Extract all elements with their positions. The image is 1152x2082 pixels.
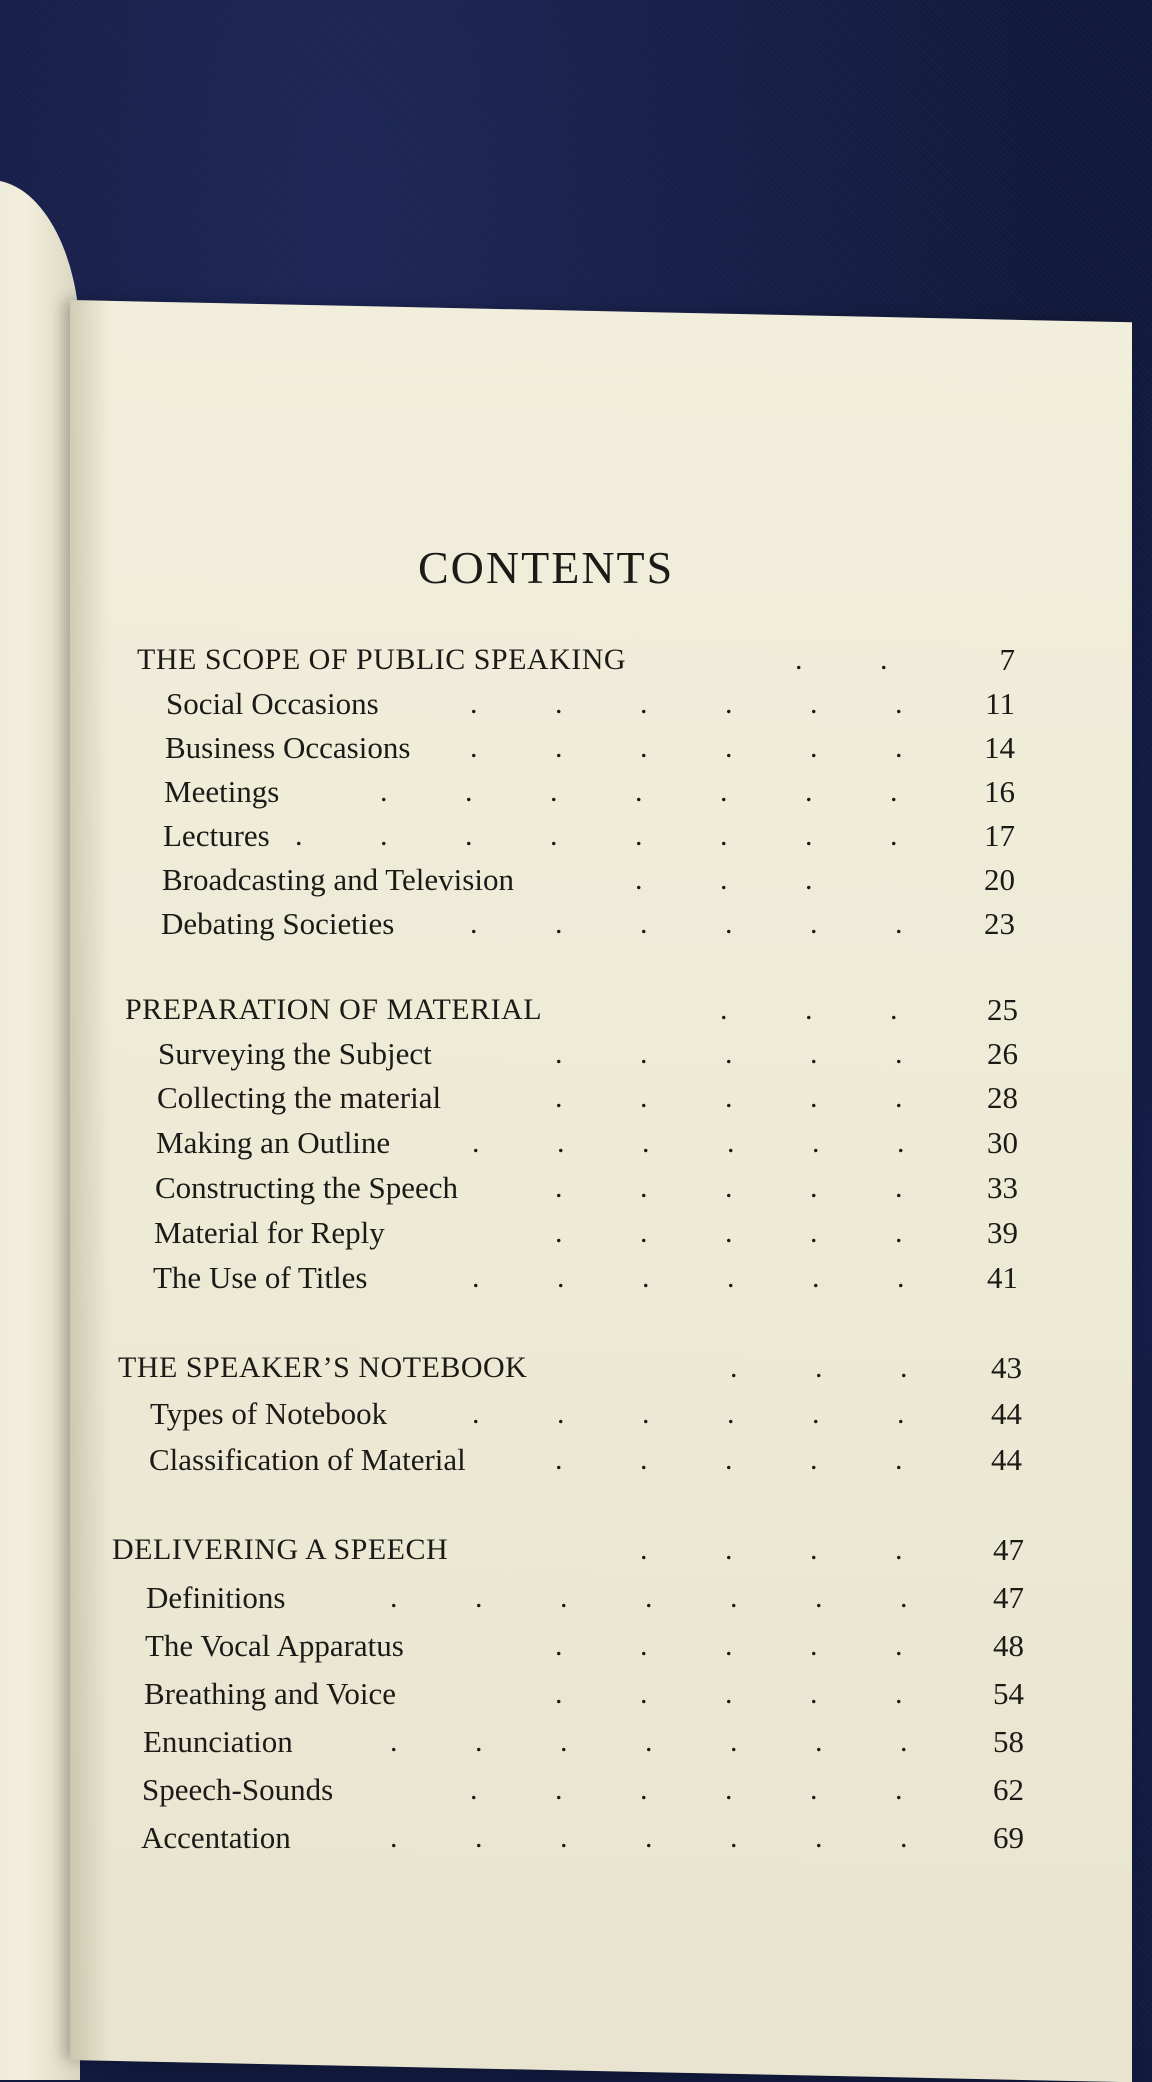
- leader-dots: . . . . . . .: [380, 775, 898, 808]
- page-number: 7: [999, 642, 1015, 677]
- toc-entry-row: [0, 1078, 1152, 1118]
- page-number: 48: [993, 1628, 1024, 1663]
- page-number: 17: [984, 818, 1015, 853]
- chapter-row: [0, 1530, 1152, 1570]
- entry-label: Surveying the Subject: [158, 1036, 432, 1071]
- page-number: 69: [993, 1820, 1024, 1855]
- toc-entry-row: [0, 772, 1152, 812]
- leader-dots: . . . . . .: [472, 1261, 905, 1294]
- entry-label: Speech-Sounds: [142, 1772, 334, 1807]
- page-number: 33: [987, 1170, 1018, 1205]
- leader-dots: . . .: [730, 1351, 908, 1384]
- page-number: 11: [985, 686, 1015, 721]
- page-number: 16: [984, 774, 1015, 809]
- leader-dots: . . . . .: [555, 1216, 903, 1249]
- page-number: 47: [993, 1532, 1024, 1567]
- toc-entry-row: [0, 1626, 1152, 1666]
- page-number: 43: [991, 1350, 1022, 1385]
- leader-dots: . . . . . .: [470, 731, 903, 764]
- chapter-row: [0, 1348, 1152, 1388]
- page-number: 28: [987, 1080, 1018, 1115]
- entry-label: Definitions: [146, 1580, 286, 1615]
- chapter-row: [0, 640, 1152, 680]
- leader-dots: . . . .: [640, 1533, 903, 1566]
- toc-entry-row: [0, 1123, 1152, 1163]
- page-number: 41: [987, 1260, 1018, 1295]
- entry-label: Accentation: [141, 1820, 291, 1855]
- toc-entry-row: [0, 728, 1152, 768]
- toc-entry-row: [0, 1168, 1152, 1208]
- entry-label: Types of Notebook: [150, 1396, 388, 1431]
- page-number: 14: [984, 730, 1015, 765]
- leader-dots: . . . . .: [555, 1629, 903, 1662]
- entry-label: Broadcasting and Television: [162, 862, 514, 897]
- toc-entry-row: [0, 1440, 1152, 1480]
- toc-entry-row: [0, 904, 1152, 944]
- leader-dots: . . .: [720, 993, 898, 1026]
- entry-label: Social Occasions: [166, 686, 379, 721]
- entry-label: Lectures: [163, 818, 270, 853]
- chapter-title: THE SPEAKER’S NOTEBOOK: [118, 1351, 528, 1384]
- leader-dots: . . . . . .: [472, 1397, 905, 1430]
- page-number: 44: [991, 1396, 1022, 1431]
- toc-entry-row: [0, 1213, 1152, 1253]
- entry-label: The Use of Titles: [153, 1260, 368, 1295]
- toc-entry-row: [0, 1578, 1152, 1618]
- leader-dots: . . . . .: [555, 1677, 903, 1710]
- entry-label: Constructing the Speech: [155, 1170, 459, 1205]
- leader-dots: . . . . . . .: [390, 1581, 908, 1614]
- leader-dots: . . . . . .: [470, 687, 903, 720]
- entry-label: Making an Outline: [156, 1125, 391, 1160]
- toc-entry-row: [0, 1258, 1152, 1298]
- toc-entry-row: [0, 1818, 1152, 1858]
- page-number: 54: [993, 1676, 1024, 1711]
- toc-entry-row: [0, 1034, 1152, 1074]
- leader-dots: . . . . .: [555, 1443, 903, 1476]
- leader-dots: . . . . . . .: [390, 1821, 908, 1854]
- leader-dots: . . . . .: [555, 1081, 903, 1114]
- page-number: 62: [993, 1772, 1024, 1807]
- toc-entry-row: [0, 1722, 1152, 1762]
- toc-entry-row: [0, 860, 1152, 900]
- entry-label: The Vocal Apparatus: [145, 1628, 404, 1663]
- page-number: 44: [991, 1442, 1022, 1477]
- page-number: 20: [984, 862, 1015, 897]
- entry-label: Collecting the material: [157, 1080, 442, 1115]
- chapter-title: DELIVERING A SPEECH: [112, 1533, 449, 1566]
- chapter-title: PREPARATION OF MATERIAL: [125, 993, 543, 1026]
- page-number: 23: [984, 906, 1015, 941]
- entry-label: Material for Reply: [154, 1215, 385, 1250]
- leader-dots: . .: [795, 643, 888, 676]
- leader-dots: . . . . .: [555, 1171, 903, 1204]
- page-number: 25: [987, 992, 1018, 1027]
- toc-entry-row: [0, 816, 1152, 856]
- entry-label: Classification of Material: [149, 1442, 466, 1477]
- leader-dots: . . . . . .: [470, 1773, 903, 1806]
- entry-label: Debating Societies: [161, 906, 395, 941]
- leader-dots: . . . . . . . .: [295, 819, 898, 852]
- chapter-row: [0, 990, 1152, 1030]
- leader-dots: . . . . . .: [470, 907, 903, 940]
- toc-entry-row: [0, 1394, 1152, 1434]
- entry-label: Meetings: [164, 774, 280, 809]
- page-number: 39: [987, 1215, 1018, 1250]
- leader-dots: . . . . . . .: [390, 1725, 908, 1758]
- leader-dots: . . . . .: [555, 1037, 903, 1070]
- toc-entry-row: [0, 684, 1152, 724]
- leader-dots: . . . . . .: [472, 1126, 905, 1159]
- leader-dots: . . .: [635, 863, 813, 896]
- toc-entry-row: [0, 1674, 1152, 1714]
- entry-label: Enunciation: [143, 1724, 293, 1759]
- page-number: 58: [993, 1724, 1024, 1759]
- chapter-title: THE SCOPE OF PUBLIC SPEAKING: [137, 643, 627, 676]
- page-number: 47: [993, 1580, 1024, 1615]
- entry-label: Business Occasions: [165, 730, 411, 765]
- page-number: 26: [987, 1036, 1018, 1071]
- entry-label: Breathing and Voice: [144, 1676, 396, 1711]
- page-number: 30: [987, 1125, 1018, 1160]
- contents-heading: CONTENTS: [418, 542, 675, 593]
- toc-entry-row: [0, 1770, 1152, 1810]
